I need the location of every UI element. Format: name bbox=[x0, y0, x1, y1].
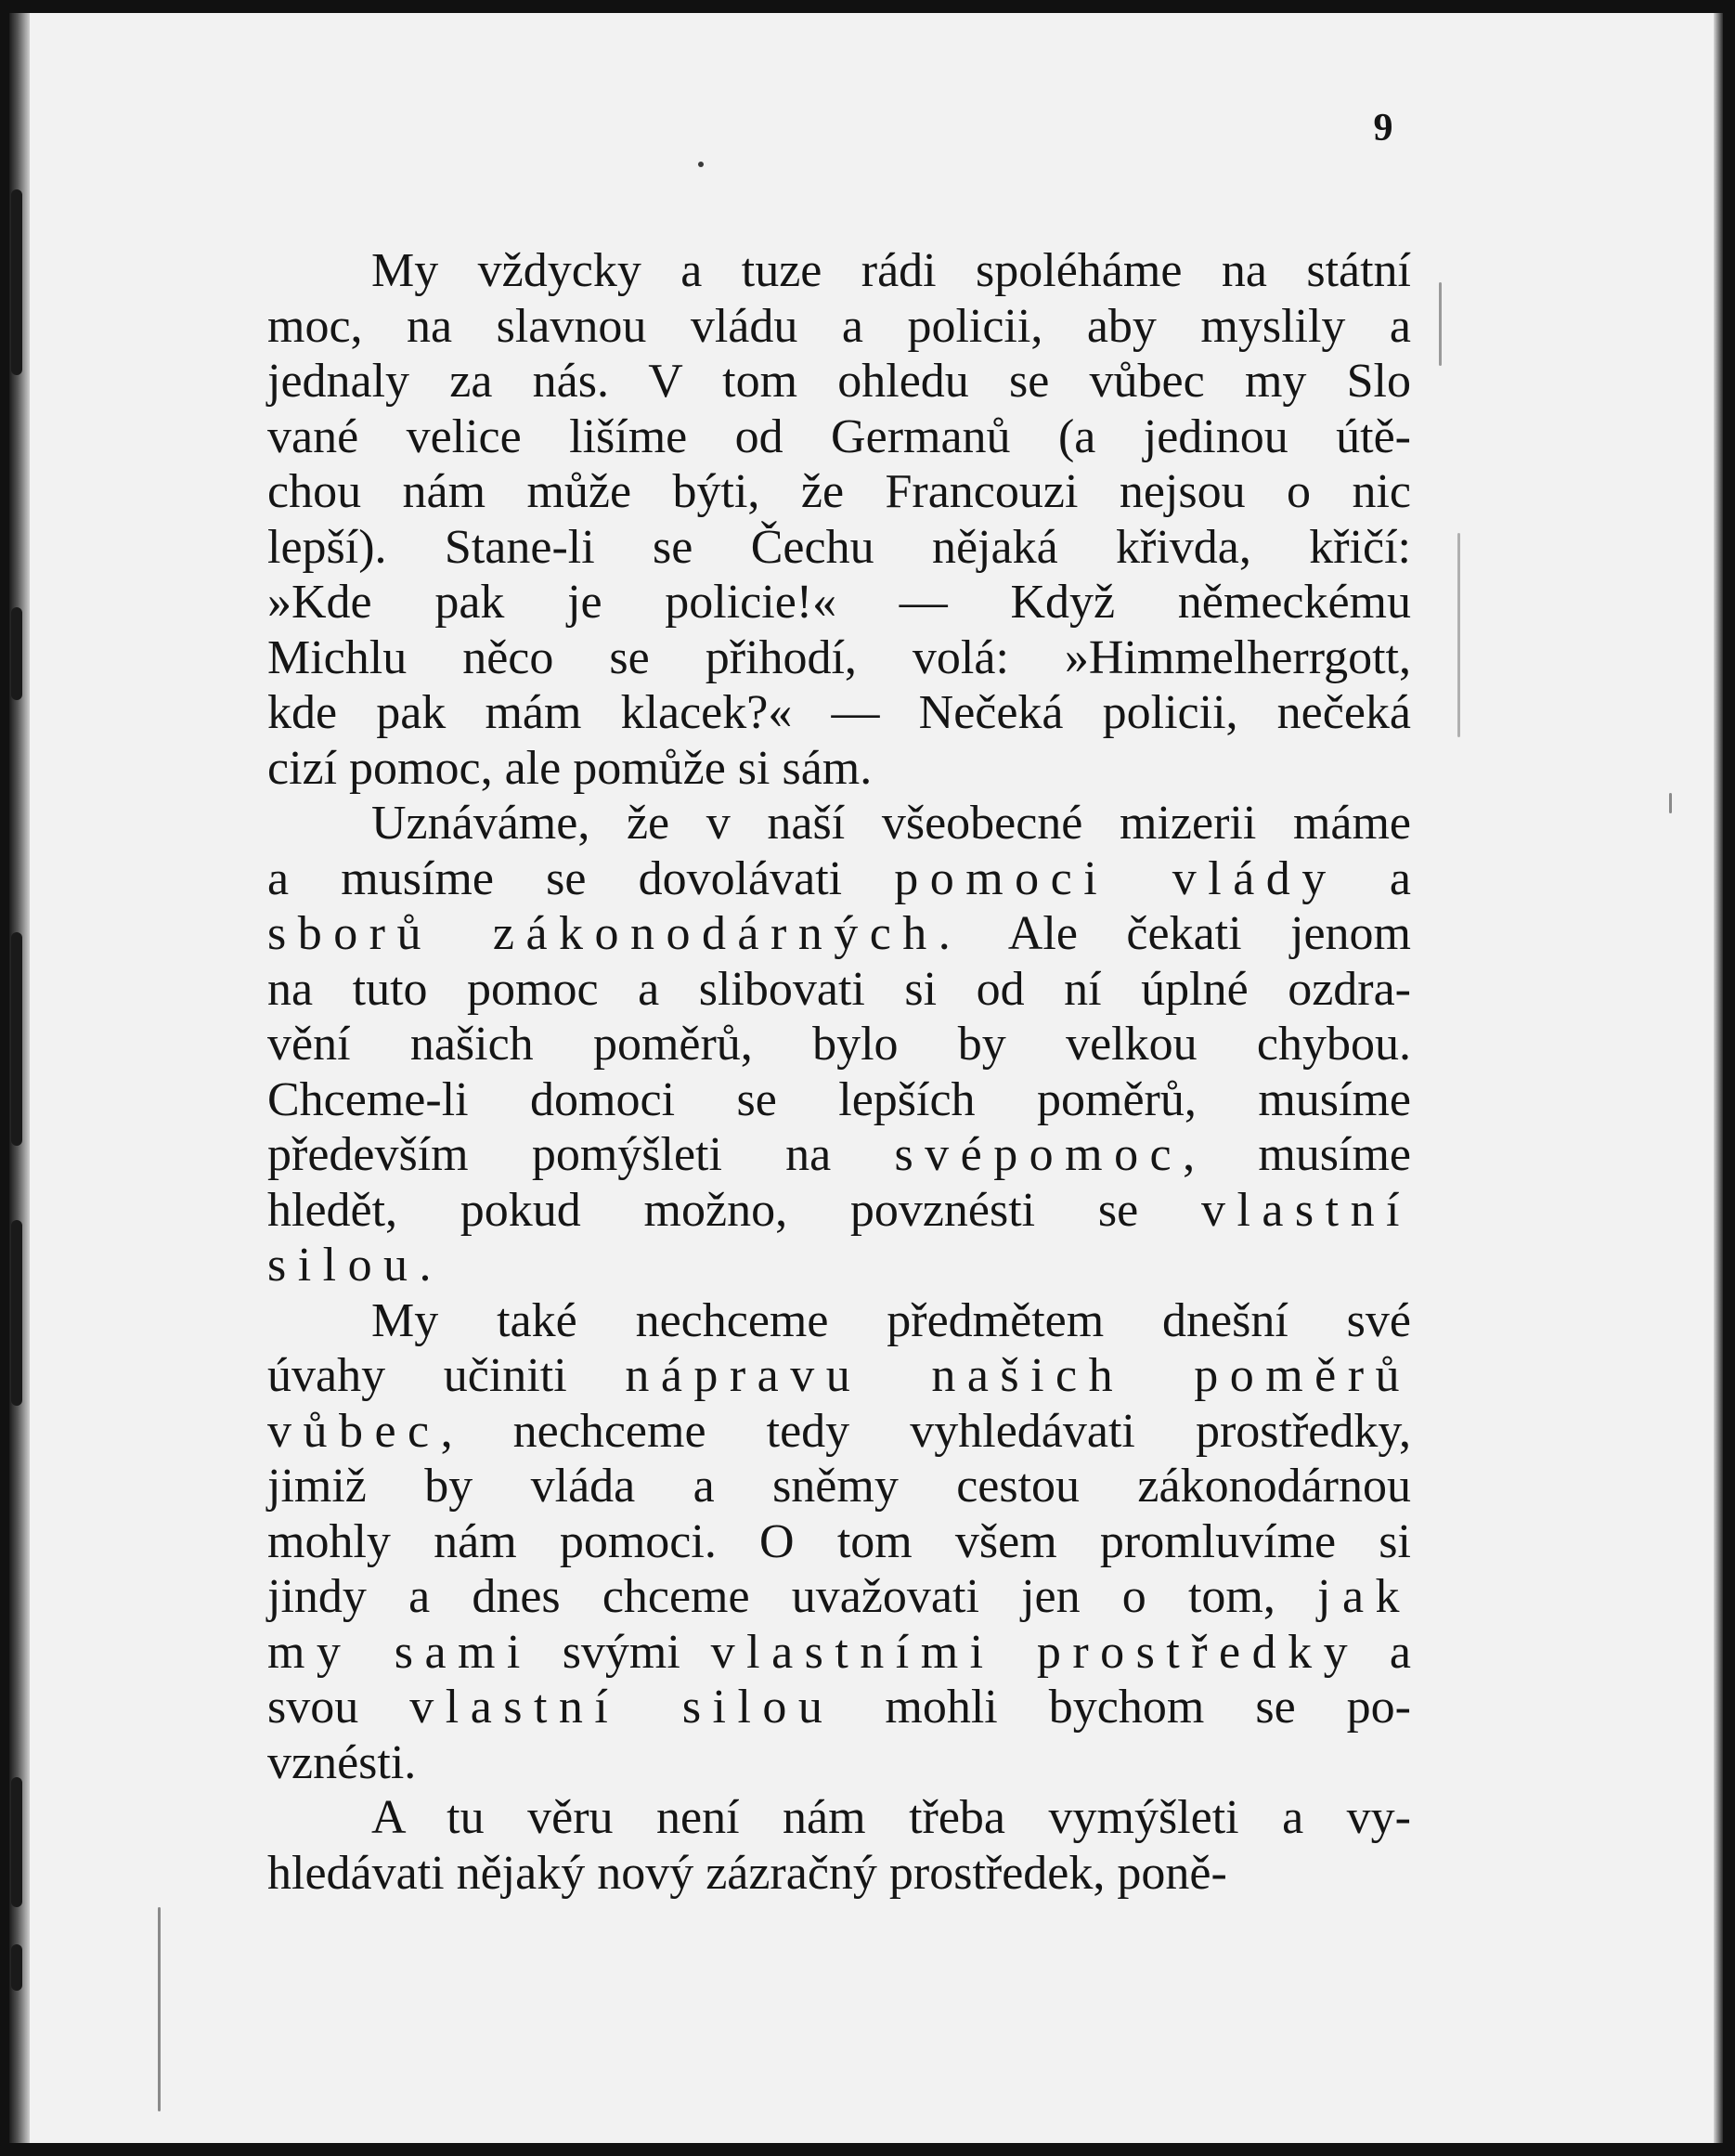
text-segment: vznésti. bbox=[267, 1735, 417, 1789]
text-line bbox=[267, 1625, 1411, 1681]
text-segment: chou nám může býti, že Francouzi nejsou o nic bbox=[267, 465, 1411, 518]
text-line bbox=[267, 1238, 1411, 1293]
text-segment: úvahy učiniti bbox=[267, 1349, 626, 1402]
text-line bbox=[267, 1404, 1411, 1460]
spaced-emphasis-text: sborů zákonodárných. bbox=[267, 907, 963, 960]
text-line bbox=[267, 796, 1411, 851]
text-line bbox=[267, 1514, 1411, 1570]
text-line bbox=[267, 409, 1411, 465]
text-segment: My také nechceme předmětem dnešní své bbox=[371, 1293, 1411, 1347]
text-segment: mohly nám pomoci. O tom všem promluvíme si bbox=[267, 1514, 1411, 1568]
binding-thread-mark bbox=[11, 1220, 22, 1406]
body-text bbox=[267, 243, 1411, 1901]
text-segment: kde pak mám klacek?« — Nečeká policii, nečeká bbox=[267, 686, 1411, 739]
text-line bbox=[267, 1680, 1411, 1735]
text-segment: na tuto pomoc a slibovati si od ní úplné ozdra- bbox=[267, 962, 1411, 1016]
spaced-emphasis-text: my sami bbox=[267, 1625, 532, 1679]
spaced-emphasis-text: svépomoc bbox=[894, 1128, 1184, 1181]
text-segment: , nechceme tedy vyhledávati prostředky, bbox=[440, 1404, 1411, 1458]
binding-thread-mark bbox=[11, 932, 22, 1146]
text-segment: cizí pomoc, ale pomůže si sám. bbox=[267, 741, 873, 795]
text-segment: jimiž by vláda a sněmy cestou zákonodárnou bbox=[267, 1460, 1411, 1513]
spaced-emphasis-text: pomoci vlády bbox=[894, 851, 1338, 905]
text-segment: a musíme se dovolávati bbox=[267, 851, 895, 905]
paper-speck bbox=[1669, 793, 1672, 813]
text-segment: Uznáváme, že v naší všeobecné mizerii máme bbox=[371, 797, 1411, 850]
text-line bbox=[267, 1183, 1411, 1239]
text-segment: vané velice lišíme od Germanů (a jedinou útě- bbox=[267, 409, 1411, 463]
text-segment: jednaly za nás. V tom ohledu se vůbec my Slo bbox=[267, 355, 1411, 408]
text-line bbox=[267, 741, 1411, 797]
text-line bbox=[267, 243, 1411, 299]
spaced-emphasis-text: vlastní bbox=[1200, 1183, 1411, 1237]
paragraph bbox=[267, 1293, 1411, 1791]
text-segment: Ale čekati jenom bbox=[962, 907, 1411, 960]
text-line bbox=[267, 906, 1411, 962]
text-segment: hledět, pokud možno, povznésti se bbox=[267, 1183, 1201, 1237]
binding-thread-mark bbox=[11, 1944, 22, 1991]
paper-speck bbox=[1457, 533, 1460, 737]
spaced-emphasis-text: vlastními prostředky bbox=[710, 1625, 1360, 1679]
paper-sheet bbox=[9, 13, 1723, 2143]
text-line bbox=[267, 1735, 1411, 1791]
text-line bbox=[267, 1072, 1411, 1128]
binding-thread-mark bbox=[11, 189, 22, 375]
text-line bbox=[267, 962, 1411, 1018]
text-line bbox=[267, 299, 1411, 355]
text-line bbox=[267, 1569, 1411, 1625]
text-line bbox=[267, 851, 1411, 907]
spaced-emphasis-text: vlastní silou bbox=[409, 1681, 835, 1734]
text-line bbox=[267, 630, 1411, 686]
text-segment: svou bbox=[267, 1681, 410, 1734]
text-segment: vění našich poměrů, bylo by velkou chybou. bbox=[267, 1018, 1411, 1071]
text-segment: Michlu něco se přihodí, volá: »Himmelherrgott, bbox=[267, 630, 1411, 684]
spaced-emphasis-text: nápravu našich poměrů bbox=[625, 1349, 1412, 1402]
text-line bbox=[267, 354, 1411, 409]
text-line bbox=[267, 1127, 1411, 1183]
spaced-emphasis-text: silou. bbox=[267, 1239, 444, 1292]
text-segment: a bbox=[1337, 851, 1411, 905]
text-line bbox=[267, 575, 1411, 630]
paragraph bbox=[267, 243, 1411, 796]
text-segment: jindy a dnes chceme uvažovati jen o tom, bbox=[267, 1570, 1318, 1623]
page-number: 9 bbox=[1373, 107, 1393, 149]
binding-thread-mark bbox=[11, 607, 22, 700]
book-binding-edge bbox=[9, 13, 30, 2143]
text-line bbox=[267, 1459, 1411, 1514]
text-segment: Chceme-li domoci se lepších poměrů, musíme bbox=[267, 1072, 1411, 1126]
spaced-emphasis-text: vůbec bbox=[267, 1404, 441, 1458]
text-segment: svými bbox=[531, 1625, 711, 1679]
text-segment: , musíme bbox=[1183, 1128, 1411, 1181]
text-segment: mohli bychom se po- bbox=[834, 1681, 1411, 1734]
binding-thread-mark bbox=[11, 1777, 22, 1907]
text-segment: lepší). Stane-li se Čechu nějaká křivda, křičí: bbox=[267, 520, 1411, 574]
text-segment: hledávati nějaký nový zázračný prostředek, poně- bbox=[267, 1846, 1227, 1900]
page-right-edge-shadow bbox=[1714, 13, 1723, 2143]
text-line bbox=[267, 464, 1411, 520]
text-line bbox=[267, 1293, 1411, 1349]
text-line bbox=[267, 1017, 1411, 1072]
paragraph bbox=[267, 796, 1411, 1293]
text-line bbox=[267, 685, 1411, 741]
text-line bbox=[267, 520, 1411, 576]
text-line bbox=[267, 1348, 1411, 1404]
paper-speck bbox=[698, 162, 704, 167]
text-line bbox=[267, 1790, 1411, 1846]
paper-speck bbox=[1439, 282, 1442, 366]
paper-speck bbox=[158, 1907, 161, 2111]
text-segment: především pomýšleti na bbox=[267, 1128, 895, 1181]
text-segment: a bbox=[1359, 1625, 1411, 1679]
text-segment: My vždycky a tuze rádi spoléháme na státní bbox=[371, 244, 1411, 297]
text-segment: »Kde pak je policie!« — Když německému bbox=[267, 576, 1411, 629]
text-line bbox=[267, 1846, 1411, 1902]
text-segment: A tu věru není nám třeba vymýšleti a vy- bbox=[371, 1791, 1411, 1844]
text-segment: moc, na slavnou vládu a policii, aby myslily a bbox=[267, 299, 1411, 353]
spaced-emphasis-text: jak bbox=[1317, 1570, 1411, 1623]
paragraph bbox=[267, 1790, 1411, 1901]
